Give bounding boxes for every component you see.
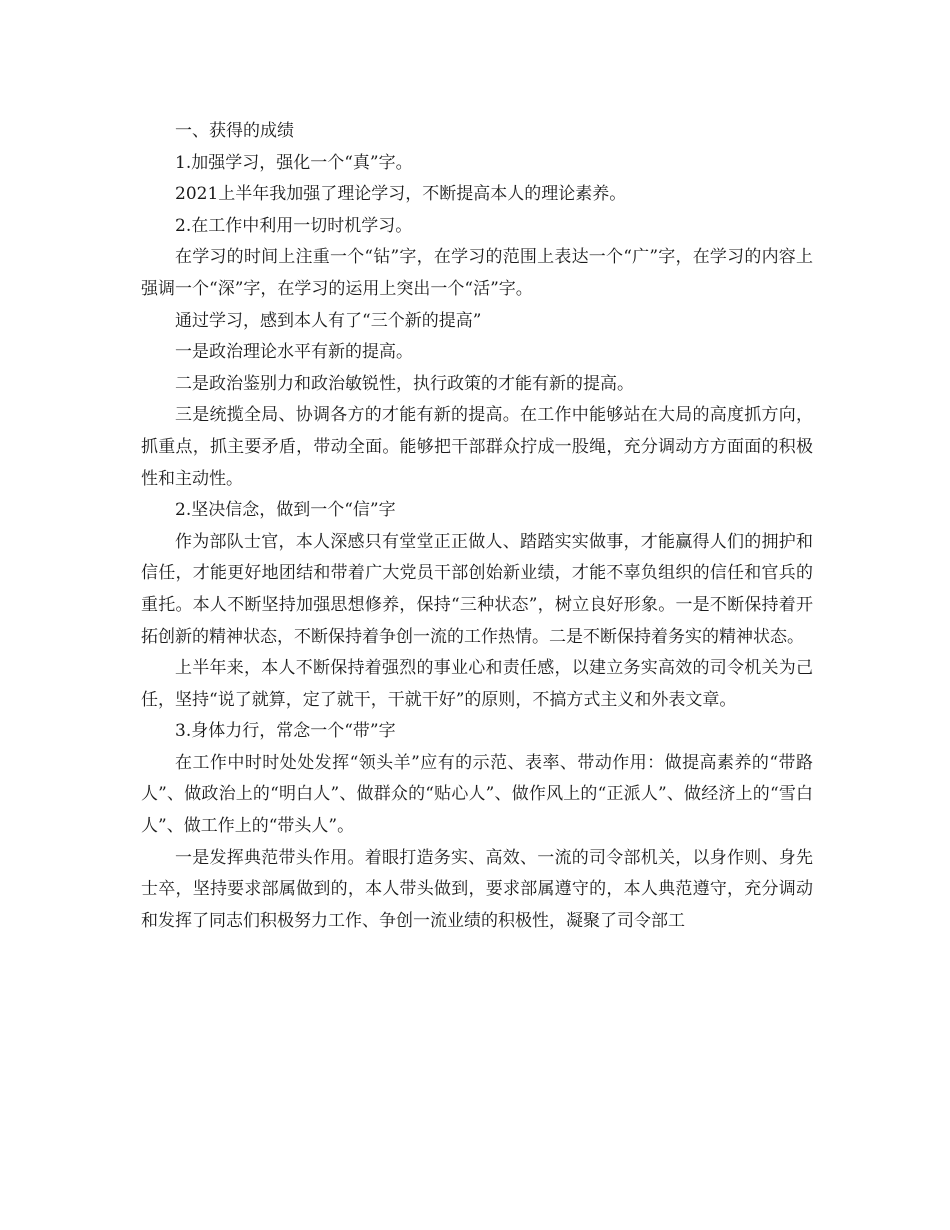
- section-heading: 一、获得的成绩: [175, 121, 294, 141]
- paragraph: 二是政治鉴别力和政治敏锐性，执行政策的才能有新的提高。: [175, 373, 634, 394]
- paragraph: 在学习的时间上注重一个“钻”字，在学习的范围上表达一个“广”字，在学习的内容上强调一个“深”字，在学习的运用上突出一个“活”字。: [141, 247, 813, 299]
- subheading: 2.在工作中利用一切时机学习。: [175, 215, 413, 236]
- paragraph: 作为部队士官，本人深感只有堂堂正正做人、踏踏实实做事，才能赢得人们的拥护和信任，才能更好地团结和带着广大党员干部创始新业绩，才能不辜负组织的信任和官兵的重托。本人不断坚持加强思想修养，保持“三种状态”，树立良好形象。一是不断保持着开拓创新的精神状态，不断保持着争创一流的工作热情。二是不断保持着务实的精神状态。: [141, 531, 813, 647]
- subheading: 3.身体力行，常念一个“带”字: [175, 721, 396, 742]
- paragraph: 通过学习，感到本人有了“三个新的提高”: [175, 310, 482, 331]
- paragraph: 2021上半年我加强了理论学习，不断提高本人的理论素养。: [175, 184, 627, 205]
- paragraph: 在工作中时时处处发挥“领头羊”应有的示范、表率、带动作用：做提高素养的“带路人”、做政治上的“明白人”、做群众的“贴心人”、做作风上的“正派人”、做经济上的“雪白人”、做工作上的“带头人”。: [141, 752, 813, 837]
- subheading: 2.坚决信念，做到一个“信”字: [175, 500, 396, 521]
- subheading: 1.加强学习，强化一个“真”字。: [175, 152, 413, 173]
- paragraph: 三是统揽全局、协调各方的才能有新的提高。在工作中能够站在大局的高度抓方向，抓重点，抓主要矛盾，带动全面。能够把干部群众拧成一股绳，充分调动方方面面的积极性和主动性。: [141, 405, 813, 489]
- paragraph: 一是政治理论水平有新的提高。: [175, 342, 413, 363]
- document-body: [141, 116, 813, 937]
- paragraph: 上半年来，本人不断保持着强烈的事业心和责任感，以建立务实高效的司令机关为己任，坚持“说了就算，定了就干，干就干好”的原则，不搞方式主义和外表文章。: [141, 658, 813, 710]
- paragraph: 一是发挥典范带头作用。着眼打造务实、高效、一流的司令部机关，以身作则、身先士卒，坚持要求部属做到的，本人带头做到，要求部属遵守的，本人典范遵守，充分调动和发挥了同志们积极努力工作、争创一流业绩的积极性，凝聚了司令部工: [141, 847, 813, 931]
